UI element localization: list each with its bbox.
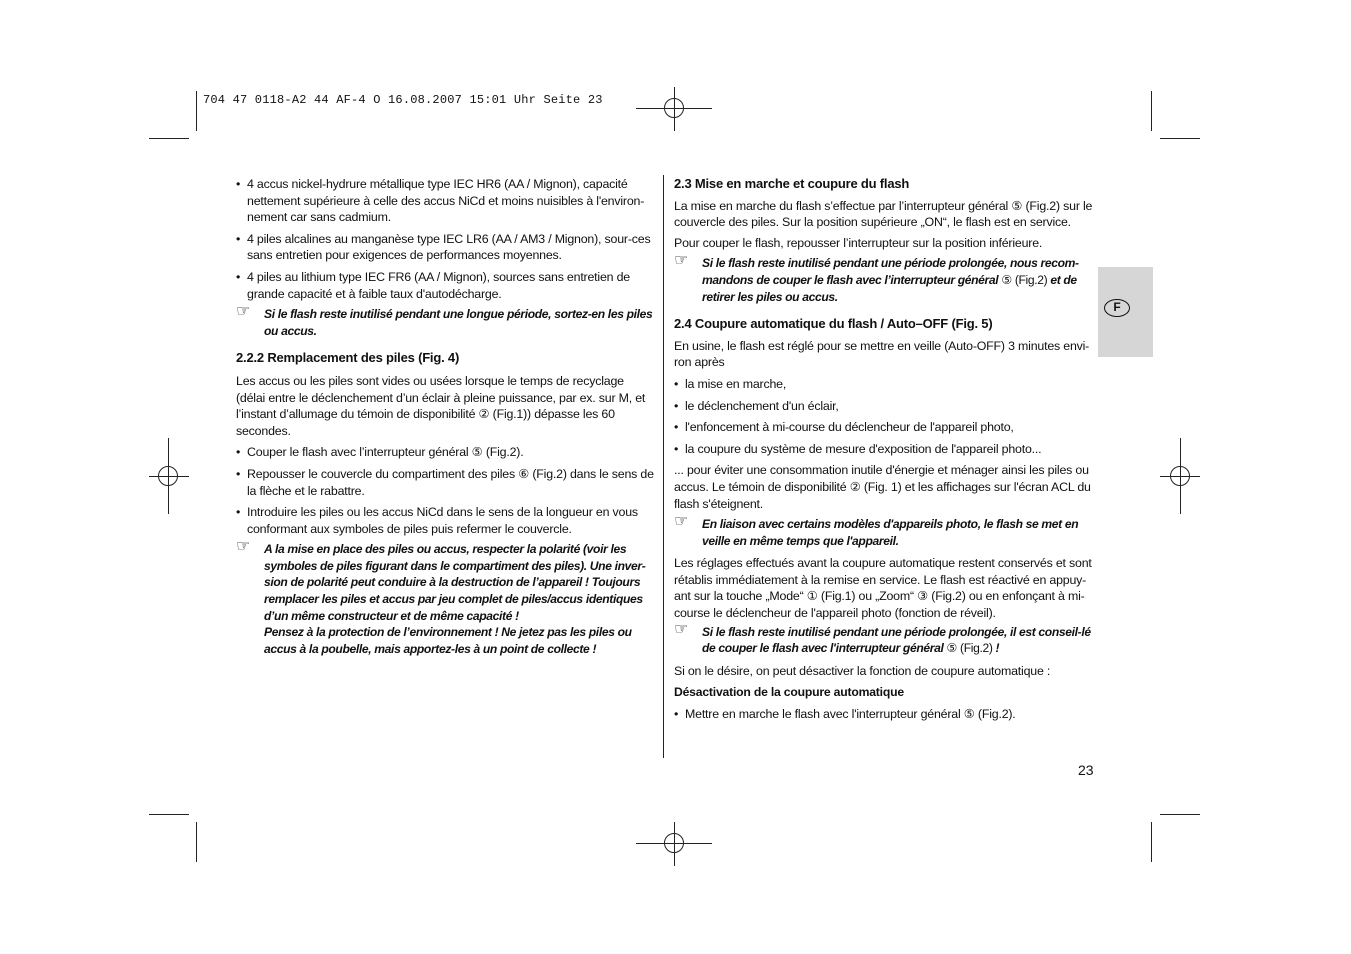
left-column: [236, 176, 656, 657]
left-bullet-cover: • Repousser le couvercle du compartiment des piles ⑥ (Fig.2) dans le sens de la flèche et le rabattre.: [236, 466, 656, 499]
crop-mark-bottom-right-h: [1160, 814, 1200, 815]
crop-mark-bottom-left-h: [149, 814, 189, 815]
right-bullet-turn-on: • Mettre en marche le flash avec l'interrupteur général ⑤ (Fig.2).: [674, 706, 1097, 723]
column-divider: [663, 175, 664, 758]
registration-mark-left-circle: [158, 466, 178, 486]
right-bullet-power-on: • la mise en marche,: [674, 376, 1097, 393]
right-note-prolonged-text-c: et de retirer les piles ou accus.: [702, 272, 1077, 304]
left-bullet-lithium: • 4 piles au lithium type IEC FR6 (AA / Mignon), sources sans entretien de grande capacité et à faible taux d'autodécharge.: [236, 269, 656, 302]
right-note-prolonged-text-a: Si le flash reste inutilisé pendant une période prolongée, nous recom-mandons de couper le flash avec l’interrupteur général: [702, 256, 1079, 287]
left-bullet-alkaline: • 4 piles alcalines au manganèse type IEC LR6 (AA / AM3 / Mignon), sour-ces sans entretien pour exigences de performances moyennes.: [236, 231, 656, 264]
right-note-switch-off-advice: [674, 620, 1097, 657]
pointing-hand-icon: ☞: [674, 252, 688, 270]
registration-mark-bottom-circle: [664, 833, 684, 853]
left-paragraph-recycle: Les accus ou les piles sont vides ou usées lorsque le temps de recyclage (délai entre le déclenchement d’un éclair à pleine puissance, par ex. sur M, et l’instant d’allumage du témoin de disponibilité ② (Fig.1)) dépasse les 60 secondes.: [236, 373, 646, 438]
right-note-prolonged: [674, 252, 1097, 305]
left-bullet-nimh: • 4 accus nickel-hydrure métallique type IEC HR6 (AA / Mignon), capacité nettement supérieure à celle des accus NiCd et moins nuisibles à l'environ-nement car sans cadmium.: [236, 176, 656, 226]
crop-mark-bottom-left-v: [196, 822, 197, 862]
right-paragraph-deactivate: Si on le désire, on peut désactiver la fonction de coupure automatique :: [674, 663, 1051, 678]
registration-mark-right-circle: [1170, 466, 1190, 486]
left-bullet-insert: • Introduire les piles ou les accus NiCd dans le sens de la longueur en vous conformant aux symboles de piles puis refermer le couvercle.: [236, 504, 656, 537]
left-note-long-period-text: Si le flash reste inutilisé pendant une longue période, sortez-en les piles ou accus.: [264, 307, 653, 338]
pointing-hand-icon: ☞: [674, 620, 688, 638]
right-note-switch-off-advice-text-a: Si le flash reste inutilisé pendant une période prolongée, il est conseil-lé de couper le flash avec l'interrupteur général: [702, 624, 1091, 656]
print-header: 704 47 0118-A2 44 AF-4 O 16.08.2007 15:01 Uhr Seite 23: [203, 93, 603, 107]
right-paragraph-factory: En usine, le flash est réglé pour se mettre en veille (Auto-OFF) 3 minutes envi-ron après: [674, 338, 1090, 370]
registration-mark-top-circle: [664, 98, 684, 118]
right-note-camera-models: [674, 513, 1097, 549]
right-column: [674, 176, 1097, 723]
right-note-prolonged-ref: ⑤ (Fig.2): [998, 272, 1051, 287]
crop-mark-bottom-right-v: [1151, 822, 1152, 862]
page-number: 23: [1078, 762, 1094, 778]
right-paragraph-settings-kept: Les réglages effectués avant la coupure automatique restent conservés et sont rétablis immédiatement à la remise en service. Le flash est réactivé en appuy-ant sur la touche „Mode“ ① (Fig.1) ou „Zoom“ ③ (Fig.2) ou en enfonçant à mi-course le déclencheur de l'appareil photo (fonction de réveil).: [674, 556, 1092, 621]
left-note-long-period: [236, 303, 656, 339]
right-paragraph-switch-off: Pour couper le flash, repousser l’interrupteur sur la position inférieure.: [674, 235, 1043, 250]
right-bullet-metering-off: • la coupure du système de mesure d'exposition de l'appareil photo...: [674, 441, 1097, 458]
right-subheading-deactivation: Désactivation de la coupure automatique: [674, 685, 904, 700]
right-heading-on-off: 2.3 Mise en marche et coupure du flash: [674, 176, 910, 191]
left-note-polarity: [236, 538, 656, 657]
right-heading-auto-off: 2.4 Coupure automatique du flash / Auto–OFF (Fig. 5): [674, 316, 993, 332]
pointing-hand-icon: ☞: [236, 303, 250, 321]
crop-mark-top-right-h: [1160, 138, 1200, 139]
left-note-polarity-text: A la mise en place des piles ou accus, respecter la polarité (voir les symboles de piles figurant dans le compartiment des piles). Une inver-sion de polarité peut conduire à la destruction de l’appareil ! Toujours remplacer les piles et accus par jeu complet de piles/accus identiques d’un même constructeur et de même capacité !: [264, 542, 646, 623]
right-note-camera-models-text: En liaison avec certains modèles d'appareils photo, le flash se met en veille en même temps que l'appareil.: [702, 517, 1079, 548]
right-bullet-flash-fired: • le déclenchement d'un éclair,: [674, 398, 1097, 415]
pointing-hand-icon: ☞: [236, 538, 250, 556]
right-bullet-half-press: • l'enfoncement à mi-course du déclencheur de l'appareil photo,: [674, 419, 1097, 436]
right-note-switch-off-advice-ref: ⑤ (Fig.2): [946, 641, 996, 656]
pointing-hand-icon: ☞: [674, 513, 688, 531]
right-note-switch-off-advice-text-c: !: [995, 641, 1000, 656]
crop-mark-top-left-h: [149, 138, 189, 139]
crop-mark-top-right-v: [1151, 91, 1152, 131]
left-note-environment-text: Pensez à la protection de l’environnement ! Ne jetez pas les piles ou accus à la poubelle, mais apportez-les à un point de collecte !: [264, 625, 632, 656]
left-bullet-switch-off: • Couper le flash avec l’interrupteur général ⑤ (Fig.2).: [236, 444, 656, 461]
right-paragraph-switch-on: La mise en marche du flash s’effectue par l’interrupteur général ⑤ (Fig.2) sur le couvercle des piles. Sur la position supérieure „ON“, le flash est en service.: [674, 198, 1093, 230]
language-tab-letter: F: [1104, 299, 1130, 317]
right-paragraph-energy: ... pour éviter une consommation inutile d'énergie et ménager ainsi les piles ou accus. Le témoin de disponibilité ② (Fig. 1) et les affichages sur l'écran ACL du flash s'éteignent.: [674, 463, 1091, 511]
crop-mark-top-left-v: [196, 91, 197, 131]
left-heading-battery-replacement: 2.2.2 Remplacement des piles (Fig. 4): [236, 350, 460, 366]
